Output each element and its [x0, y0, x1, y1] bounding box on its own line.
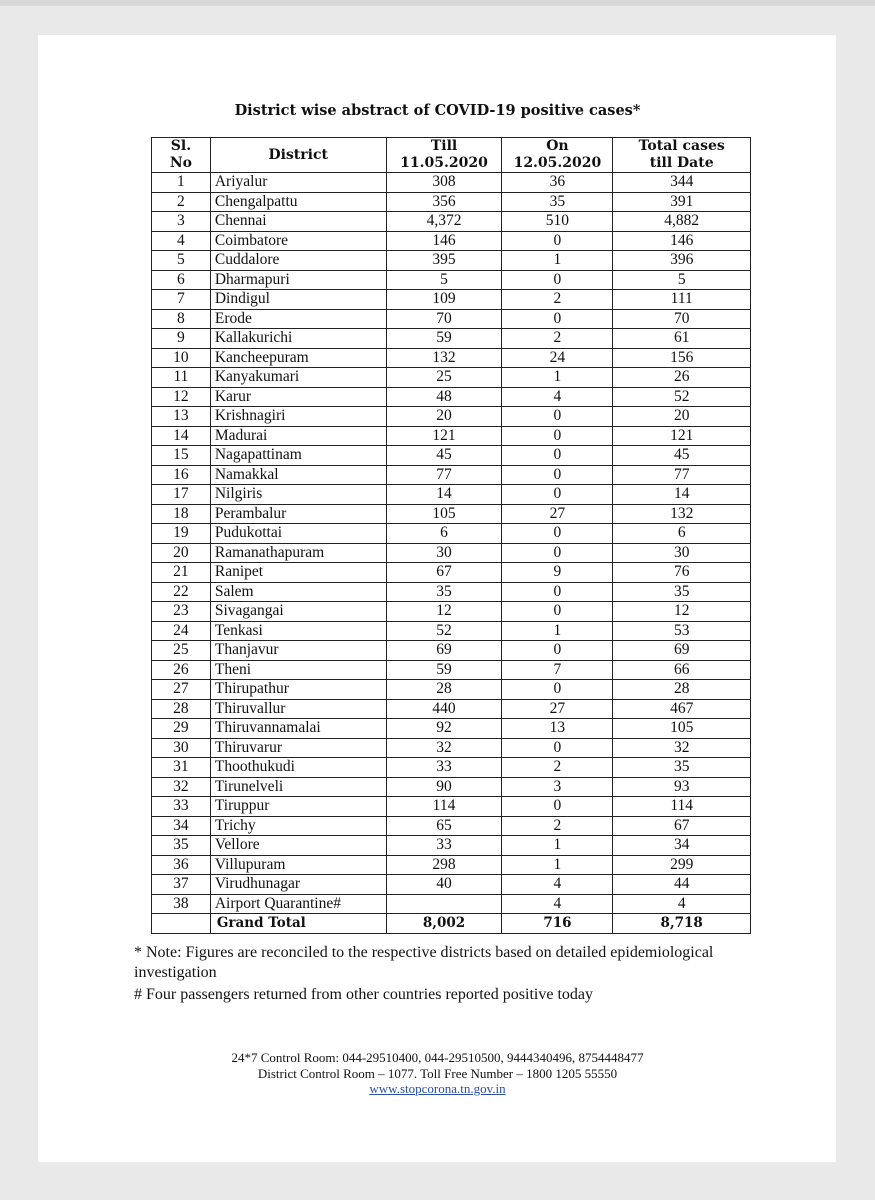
table-row — [152, 894, 751, 914]
row-till: 45 — [386, 446, 502, 466]
header-district: District — [210, 138, 386, 173]
table-row — [152, 485, 751, 505]
row-on: 0 — [502, 641, 613, 661]
table-row — [152, 836, 751, 856]
row-sl-no: 36 — [152, 855, 211, 875]
row-sl-no: 32 — [152, 777, 211, 797]
table-row — [152, 582, 751, 602]
row-till: 114 — [386, 797, 502, 817]
table-header-row — [152, 138, 751, 173]
row-till: 20 — [386, 407, 502, 427]
row-district: Thiruvannamalai — [210, 719, 386, 739]
row-district: Madurai — [210, 426, 386, 446]
row-till: 121 — [386, 426, 502, 446]
row-total: 299 — [613, 855, 751, 875]
table-row — [152, 543, 751, 563]
row-district: Airport Quarantine# — [210, 894, 386, 914]
header-total: Total cases till Date — [613, 138, 751, 173]
footer-district-control: District Control Room – 1077. Toll Free Number – 1800 1205 55550 — [257, 1065, 618, 1081]
row-on: 0 — [502, 231, 613, 251]
row-district: Karur — [210, 387, 386, 407]
row-till: 105 — [386, 504, 502, 524]
row-on: 0 — [502, 446, 613, 466]
row-district: Tirunelveli — [210, 777, 386, 797]
row-on: 0 — [502, 543, 613, 563]
row-sl-no: 1 — [152, 173, 211, 193]
row-total: 53 — [613, 621, 751, 641]
row-till: 33 — [386, 836, 502, 856]
row-total: 12 — [613, 602, 751, 622]
row-total: 45 — [613, 446, 751, 466]
table-row — [152, 816, 751, 836]
row-on: 1 — [502, 251, 613, 271]
row-till: 33 — [386, 758, 502, 778]
row-on: 1 — [502, 621, 613, 641]
row-sl-no: 13 — [152, 407, 211, 427]
table-row — [152, 368, 751, 388]
row-district: Cuddalore — [210, 251, 386, 271]
table-row — [152, 738, 751, 758]
row-total: 52 — [613, 387, 751, 407]
row-sl-no: 35 — [152, 836, 211, 856]
row-total: 70 — [613, 309, 751, 329]
row-district: Erode — [210, 309, 386, 329]
row-till: 308 — [386, 173, 502, 193]
footer-control-room: 24*7 Control Room: 044-29510400, 044-29510500, 9444340496, 8754448477 — [231, 1050, 644, 1065]
row-total: 6 — [613, 524, 751, 544]
row-sl-no: 15 — [152, 446, 211, 466]
row-sl-no: 37 — [152, 875, 211, 895]
row-till — [386, 894, 502, 914]
row-on: 1 — [502, 836, 613, 856]
row-district: Thiruvarur — [210, 738, 386, 758]
row-sl-no: 21 — [152, 563, 211, 583]
row-district: Nagapattinam — [210, 446, 386, 466]
row-district: Thanjavur — [210, 641, 386, 661]
row-total: 44 — [613, 875, 751, 895]
row-sl-no: 28 — [152, 699, 211, 719]
row-total: 121 — [613, 426, 751, 446]
table-row — [152, 621, 751, 641]
row-district: Thiruvallur — [210, 699, 386, 719]
row-till: 67 — [386, 563, 502, 583]
row-district: Tiruppur — [210, 797, 386, 817]
row-total: 35 — [613, 758, 751, 778]
row-total: 61 — [613, 329, 751, 349]
row-sl-no: 20 — [152, 543, 211, 563]
row-on: 0 — [502, 738, 613, 758]
grand-total-row — [152, 914, 751, 934]
table-row — [152, 270, 751, 290]
row-total: 32 — [613, 738, 751, 758]
row-district: Coimbatore — [210, 231, 386, 251]
row-district: Ranipet — [210, 563, 386, 583]
row-till: 48 — [386, 387, 502, 407]
row-total: 4 — [613, 894, 751, 914]
row-on: 2 — [502, 329, 613, 349]
table-row — [152, 797, 751, 817]
row-till: 146 — [386, 231, 502, 251]
row-district: Sivagangai — [210, 602, 386, 622]
row-sl-no: 11 — [152, 368, 211, 388]
row-on: 9 — [502, 563, 613, 583]
row-sl-no: 19 — [152, 524, 211, 544]
row-on: 0 — [502, 797, 613, 817]
row-district: Dharmapuri — [210, 270, 386, 290]
row-district: Tenkasi — [210, 621, 386, 641]
row-total: 467 — [613, 699, 751, 719]
row-till: 4,372 — [386, 212, 502, 232]
table-row — [152, 212, 751, 232]
table-row — [152, 641, 751, 661]
table-row — [152, 504, 751, 524]
row-total: 76 — [613, 563, 751, 583]
note-airport: # Four passengers returned from other countries reported positive today — [134, 986, 593, 1003]
row-on: 0 — [502, 485, 613, 505]
row-total: 93 — [613, 777, 751, 797]
row-district: Virudhunagar — [210, 875, 386, 895]
row-total: 14 — [613, 485, 751, 505]
row-on: 510 — [502, 212, 613, 232]
row-sl-no: 2 — [152, 192, 211, 212]
row-on: 1 — [502, 368, 613, 388]
row-till: 109 — [386, 290, 502, 310]
row-total: 105 — [613, 719, 751, 739]
table-row — [152, 777, 751, 797]
row-till: 65 — [386, 816, 502, 836]
row-sl-no: 26 — [152, 660, 211, 680]
row-total: 28 — [613, 680, 751, 700]
row-sl-no: 4 — [152, 231, 211, 251]
table-row — [152, 192, 751, 212]
row-on: 35 — [502, 192, 613, 212]
row-district: Salem — [210, 582, 386, 602]
row-sl-no: 22 — [152, 582, 211, 602]
row-district: Nilgiris — [210, 485, 386, 505]
row-total: 5 — [613, 270, 751, 290]
row-district: Krishnagiri — [210, 407, 386, 427]
row-till: 440 — [386, 699, 502, 719]
row-district: Kanyakumari — [210, 368, 386, 388]
row-total: 77 — [613, 465, 751, 485]
row-district: Theni — [210, 660, 386, 680]
row-on: 2 — [502, 758, 613, 778]
footer — [0, 1050, 875, 1097]
row-on: 0 — [502, 680, 613, 700]
row-till: 132 — [386, 348, 502, 368]
row-sl-no: 30 — [152, 738, 211, 758]
row-on: 0 — [502, 426, 613, 446]
row-on: 0 — [502, 407, 613, 427]
row-sl-no: 31 — [152, 758, 211, 778]
row-total: 20 — [613, 407, 751, 427]
row-till: 6 — [386, 524, 502, 544]
row-on: 2 — [502, 816, 613, 836]
row-sl-no: 34 — [152, 816, 211, 836]
row-on: 0 — [502, 602, 613, 622]
row-till: 90 — [386, 777, 502, 797]
row-sl-no: 27 — [152, 680, 211, 700]
row-till: 25 — [386, 368, 502, 388]
table-row — [152, 875, 751, 895]
row-sl-no: 9 — [152, 329, 211, 349]
row-sl-no: 29 — [152, 719, 211, 739]
row-till: 69 — [386, 641, 502, 661]
row-on: 7 — [502, 660, 613, 680]
row-on: 4 — [502, 387, 613, 407]
row-total: 344 — [613, 173, 751, 193]
row-till: 395 — [386, 251, 502, 271]
row-on: 0 — [502, 582, 613, 602]
row-district: Namakkal — [210, 465, 386, 485]
table-row — [152, 231, 751, 251]
table-row — [152, 309, 751, 329]
row-sl-no: 38 — [152, 894, 211, 914]
row-district: Thoothukudi — [210, 758, 386, 778]
row-on: 4 — [502, 875, 613, 895]
row-total: 156 — [613, 348, 751, 368]
row-till: 30 — [386, 543, 502, 563]
table-row — [152, 719, 751, 739]
row-sl-no: 6 — [152, 270, 211, 290]
row-district: Trichy — [210, 816, 386, 836]
row-till: 14 — [386, 485, 502, 505]
header-on: On 12.05.2020 — [502, 138, 613, 173]
row-district: Ramanathapuram — [210, 543, 386, 563]
row-district: Pudukottai — [210, 524, 386, 544]
row-on: 0 — [502, 309, 613, 329]
row-total: 26 — [613, 368, 751, 388]
grand-total-total: 8,718 — [613, 914, 751, 934]
row-district: Kallakurichi — [210, 329, 386, 349]
row-on: 2 — [502, 290, 613, 310]
grand-total-label: Grand Total — [210, 914, 386, 934]
table-row — [152, 855, 751, 875]
row-district: Dindigul — [210, 290, 386, 310]
row-on: 13 — [502, 719, 613, 739]
row-till: 92 — [386, 719, 502, 739]
row-total: 146 — [613, 231, 751, 251]
row-sl-no: 5 — [152, 251, 211, 271]
row-till: 59 — [386, 329, 502, 349]
notes — [134, 943, 754, 1005]
document-title: District wise abstract of COVID-19 positive cases* — [234, 102, 641, 119]
row-sl-no: 8 — [152, 309, 211, 329]
row-total: 35 — [613, 582, 751, 602]
row-district: Ariyalur — [210, 173, 386, 193]
row-sl-no: 18 — [152, 504, 211, 524]
row-sl-no: 10 — [152, 348, 211, 368]
row-till: 356 — [386, 192, 502, 212]
row-till: 77 — [386, 465, 502, 485]
row-on: 36 — [502, 173, 613, 193]
row-till: 59 — [386, 660, 502, 680]
row-sl-no: 17 — [152, 485, 211, 505]
table-row — [152, 563, 751, 583]
table-body — [152, 173, 751, 914]
table-row — [152, 387, 751, 407]
row-total: 132 — [613, 504, 751, 524]
row-sl-no: 24 — [152, 621, 211, 641]
table-row — [152, 758, 751, 778]
table-row — [152, 173, 751, 193]
table-row — [152, 446, 751, 466]
row-district: Chennai — [210, 212, 386, 232]
row-till: 298 — [386, 855, 502, 875]
row-on: 3 — [502, 777, 613, 797]
row-district: Thirupathur — [210, 680, 386, 700]
table-row — [152, 348, 751, 368]
row-sl-no: 16 — [152, 465, 211, 485]
table-row — [152, 699, 751, 719]
row-till: 32 — [386, 738, 502, 758]
table-row — [152, 290, 751, 310]
row-till: 70 — [386, 309, 502, 329]
row-sl-no: 7 — [152, 290, 211, 310]
row-till: 12 — [386, 602, 502, 622]
row-till: 28 — [386, 680, 502, 700]
cases-table — [151, 137, 751, 934]
row-sl-no: 25 — [152, 641, 211, 661]
row-sl-no: 23 — [152, 602, 211, 622]
table-row — [152, 407, 751, 427]
table-row — [152, 251, 751, 271]
table-row — [152, 524, 751, 544]
website-link[interactable]: www.stopcorona.tn.gov.in — [369, 1081, 506, 1096]
row-on: 24 — [502, 348, 613, 368]
row-district: Perambalur — [210, 504, 386, 524]
table-row — [152, 329, 751, 349]
row-total: 391 — [613, 192, 751, 212]
row-on: 0 — [502, 524, 613, 544]
note-reconciliation: * Note: Figures are reconciled to the respective districts based on detailed epidemiological investigation — [134, 944, 714, 981]
row-on: 1 — [502, 855, 613, 875]
row-total: 111 — [613, 290, 751, 310]
top-bar — [0, 0, 875, 6]
row-district: Vellore — [210, 836, 386, 856]
row-on: 0 — [502, 465, 613, 485]
grand-total-on: 716 — [502, 914, 613, 934]
row-total: 4,882 — [613, 212, 751, 232]
row-total: 30 — [613, 543, 751, 563]
row-sl-no: 12 — [152, 387, 211, 407]
row-total: 66 — [613, 660, 751, 680]
row-district: Villupuram — [210, 855, 386, 875]
row-sl-no: 33 — [152, 797, 211, 817]
table-row — [152, 680, 751, 700]
row-on: 27 — [502, 699, 613, 719]
header-sl-no: Sl. No — [152, 138, 211, 173]
row-total: 396 — [613, 251, 751, 271]
row-sl-no: 14 — [152, 426, 211, 446]
row-total: 114 — [613, 797, 751, 817]
grand-total-till: 8,002 — [386, 914, 502, 934]
row-sl-no: 3 — [152, 212, 211, 232]
row-district: Chengalpattu — [210, 192, 386, 212]
table-row — [152, 602, 751, 622]
row-total: 34 — [613, 836, 751, 856]
row-on: 0 — [502, 270, 613, 290]
row-on: 4 — [502, 894, 613, 914]
row-till: 35 — [386, 582, 502, 602]
row-total: 69 — [613, 641, 751, 661]
table-row — [152, 465, 751, 485]
table-row — [152, 426, 751, 446]
row-total: 67 — [613, 816, 751, 836]
row-on: 27 — [502, 504, 613, 524]
header-till: Till 11.05.2020 — [386, 138, 502, 173]
table-row — [152, 660, 751, 680]
row-till: 40 — [386, 875, 502, 895]
row-district: Kancheepuram — [210, 348, 386, 368]
row-till: 5 — [386, 270, 502, 290]
row-till: 52 — [386, 621, 502, 641]
